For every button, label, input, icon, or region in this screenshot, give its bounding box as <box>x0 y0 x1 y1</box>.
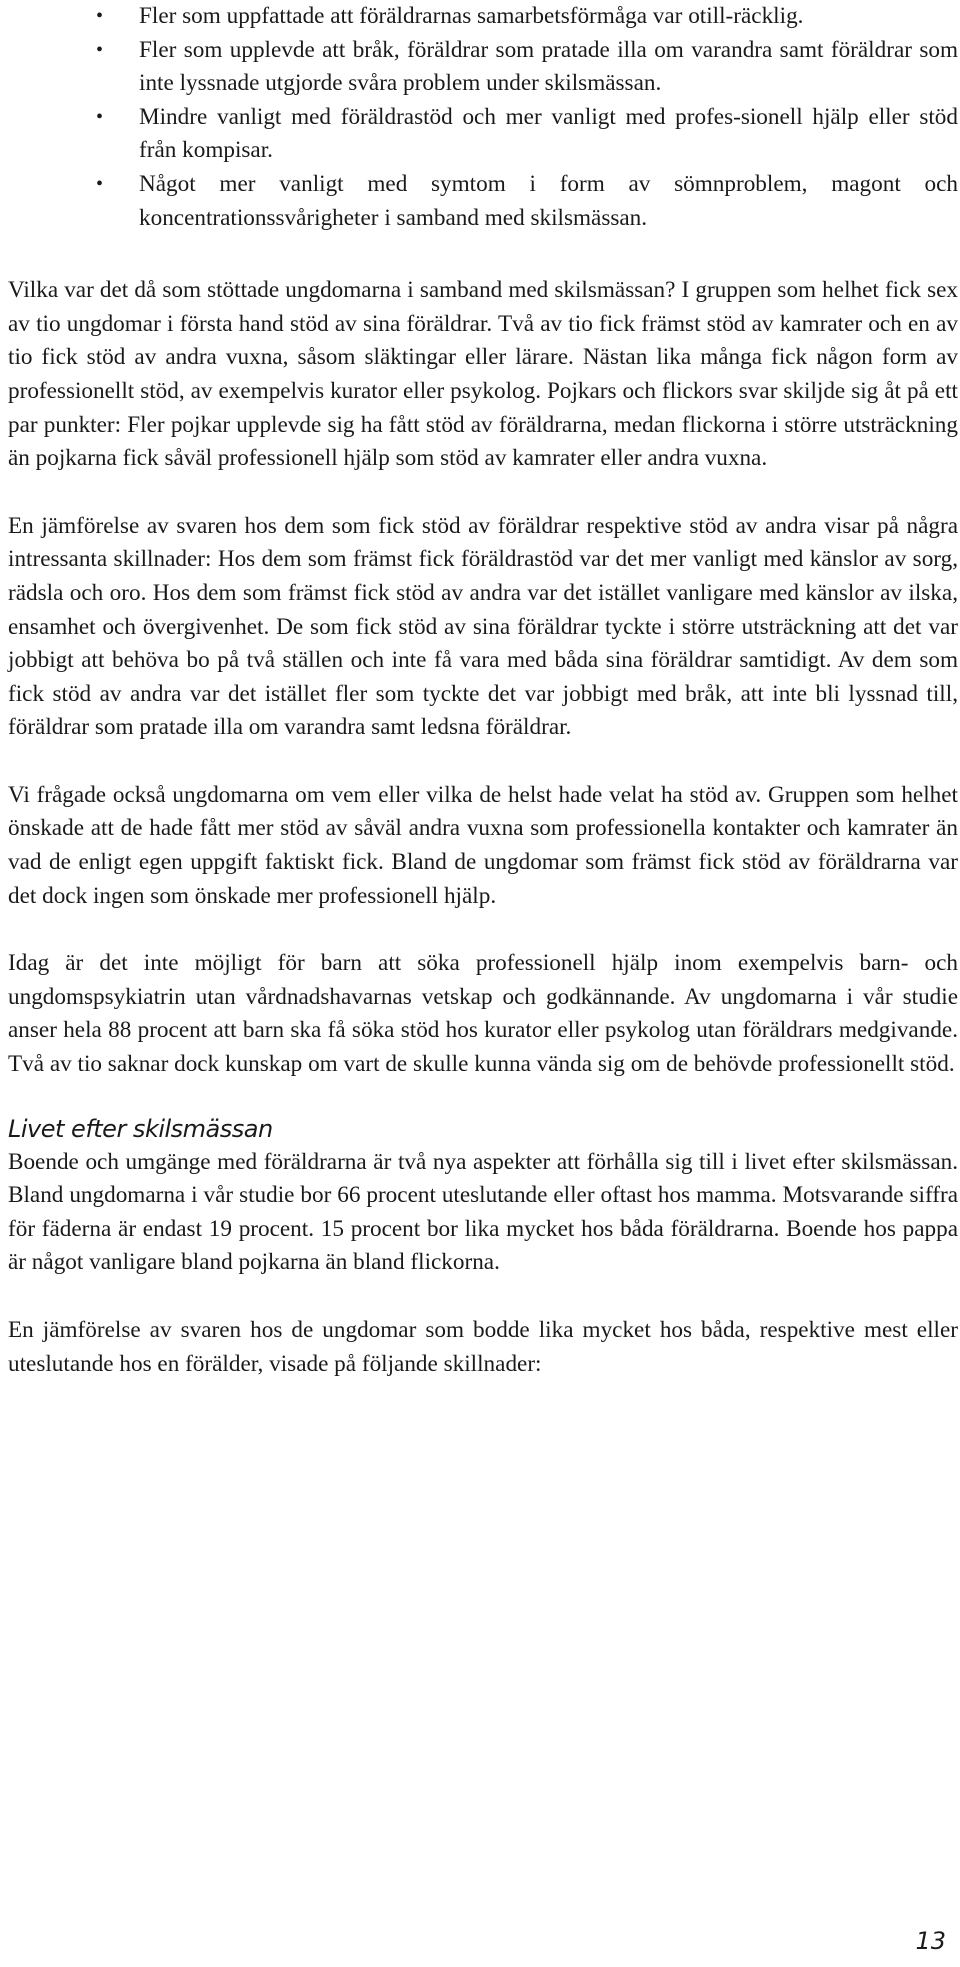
list-item-text: Något mer vanligt med symtom i form av sömnproblem, magont och koncentrationssvårigheter i samband med skilsmässan. <box>139 170 958 231</box>
bullet-icon: • <box>96 172 104 195</box>
list-item <box>8 168 958 235</box>
list-item-text: Fler som upplevde att bråk, föräldrar som pratade illa om varandra samt föräldrar som inte lyssnade utgjorde svåra problem under skilsmässan. <box>139 36 958 97</box>
list-item <box>8 101 958 168</box>
spacer <box>8 235 958 274</box>
spacer <box>8 913 958 947</box>
list-item <box>8 34 958 101</box>
list-item-text: Mindre vanligt med föräldrastöd och mer vanligt med profes-sionell hjälp eller stöd från kompisar. <box>139 103 958 164</box>
spacer <box>8 476 958 510</box>
page-number: 13 <box>915 1927 946 1955</box>
spacer <box>8 1082 958 1112</box>
bullet-icon: • <box>96 105 104 128</box>
bullet-icon: • <box>96 5 104 27</box>
bullet-icon: • <box>96 38 104 61</box>
paragraph-professional-help: Idag är det inte möjligt för barn att söka professionell hjälp inom exempelvis barn- och ungdomspsykiatrin utan vårdnadshavarnas vetskap och godkännande. Av ungdomarna i vår studie anser hela 88 procent att barn ska få söka stöd hos kurator eller psykolog utan föräldrars medgivande. Två av tio saknar dock kunskap om vart de skulle kunna vända sig om de behövde professionellt stöd. <box>8 950 958 1078</box>
list-item-text: Fler som uppfattade att föräldrarnas samarbetsförmåga var otill-räcklig. <box>139 3 804 29</box>
spacer <box>8 745 958 779</box>
paragraph-support-comparison: En jämförelse av svaren hos dem som fick stöd av föräldrar respektive stöd av andra visar på några intressanta skillnader: Hos dem som främst fick föräldrastöd var det mer vanligt med känslor av sorg, rädsla och oro. Hos dem som främst fick stöd av andra var det istället vanligare med känslor av ilska, ensamhet och övergivenhet. De som fick stöd av sina föräldrar tyckte i större utsträckning att det var jobbigt att behöva bo på två ställen och inte få vara med båda sina föräldrar samtidigt. Av dem som fick stöd av andra var det istället fler som tyckte det var jobbigt med bråk, att inte bli lyssnad till, föräldrar som pratade illa om varandra samt ledsna föräldrar. <box>8 512 958 741</box>
paragraph-support-sources: Vilka var det då som stöttade ungdomarna i samband med skilsmässan? I gruppen som helhet fick sex av tio ungdomar i första hand stöd av sina föräldrar. Två av tio fick främst stöd av kamrater och en av tio fick stöd av andra vuxna, såsom släktingar eller lärare. Nästan lika många fick någon form av professionellt stöd, av exempelvis kurator eller psykolog. Pojkars och flickors svar skiljde sig åt på ett par punkter: Fler pojkar upplevde sig ha fått stöd av föräldrarna, medan flickorna i större utsträckning än pojkarna fick såväl professionell hjälp som stöd av kamrater eller andra vuxna. <box>8 277 958 472</box>
paragraph-living-arrangements: Boende och umgänge med föräldrarna är två nya aspekter att förhålla sig till i livet efter skilsmässan. Bland ungdomarna i vår studie bor 66 procent uteslutande eller oftast hos mamma. Motsvarande siffra för fäderna är endast 19 procent. 15 procent bor lika mycket hos båda föräldrarna. Boende hos pappa är något vanligare bland pojkarna än bland flickorna. <box>8 1148 958 1276</box>
page-content <box>8 0 958 1381</box>
paragraph-desired-support: Vi frågade också ungdomarna om vem eller vilka de helst hade velat ha stöd av. Gruppen som helhet önskade att de hade fått mer stöd av såväl andra vuxna som professionella kontakter och kamrater än vad de enligt egen uppgift faktiskt fick. Bland de ungdomar som främst fick stöd av föräldrarna var det dock ingen som önskade mer professionell hjälp. <box>8 781 958 909</box>
finding-list <box>8 0 958 235</box>
paragraph-living-comparison: En jämförelse av svaren hos de ungdomar som bodde lika mycket hos båda, respektive mest eller uteslutande hos en förälder, visade på följande skillnader: <box>8 1317 958 1377</box>
section-heading: Livet efter skilsmässan <box>8 1114 273 1143</box>
list-item <box>8 0 958 34</box>
spacer <box>8 1280 958 1314</box>
